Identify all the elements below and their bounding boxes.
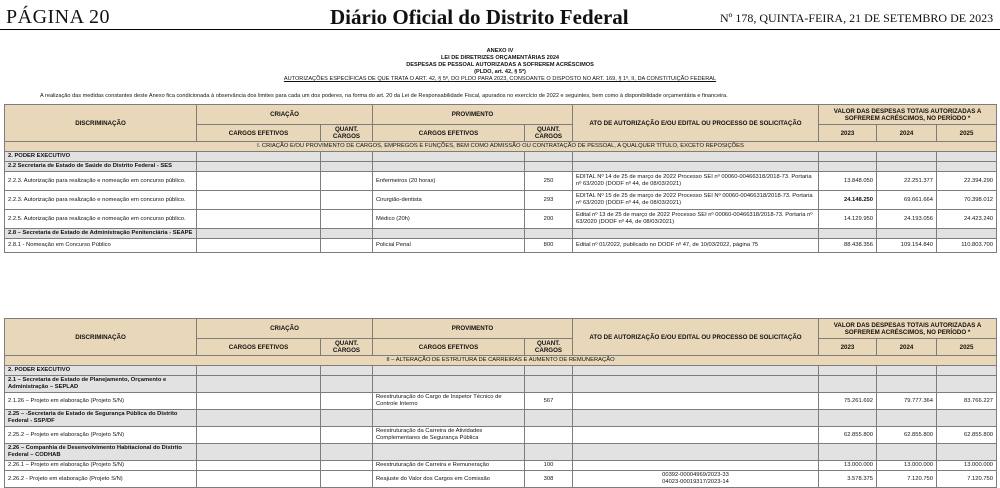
cell-2024: 7.120.750	[877, 471, 937, 488]
col-provimento-quant: QUANT. CARGOS	[525, 125, 573, 142]
cell-2024: 69.661.664	[877, 191, 937, 210]
cell-2023: 14.129.950	[819, 210, 877, 229]
cell-2025: 70.398.012	[937, 191, 997, 210]
cell-ato: Edital nº 01/2022, publicado no DODF nº 47, de 10/03/2022, página 75	[573, 239, 819, 253]
cell-ato: Edital nº 13 de 25 de março de 2022 Processo SEI nº 00060-00466318/2018-73. Portaria nº 63/2020 (DODF nº 44, de 08/03/2021)	[573, 210, 819, 229]
cell-discriminacao: 2.2.5. Autorização para realização e nomeação em concurso público.	[5, 210, 197, 229]
cell-2023: 88.438.356	[819, 239, 877, 253]
cell-ato	[573, 461, 819, 471]
col-year-2024: 2024	[877, 125, 937, 142]
col-criacao-quant: QUANT. CARGOS	[321, 339, 373, 356]
col-criacao-cargos: CARGOS EFETIVOS	[197, 339, 321, 356]
cell-quant: 308	[525, 471, 573, 488]
col-provimento-quant: QUANT. CARGOS	[525, 339, 573, 356]
table-row	[5, 471, 997, 488]
cell-ato: EDITAL Nº 14 de 25 de março de 2022 Processo SEI nº 00060-00466318/2018-73. Portaria nº 63/2020 (DODF nº 44, de 08/03/2021)	[573, 172, 819, 191]
annex-law: LEI DE DIRETRIZES ORÇAMENTÁRIAS 2024	[440, 55, 560, 61]
col-year-2023: 2023	[819, 125, 877, 142]
annex-heading	[0, 48, 1000, 83]
newspaper-title: Diário Oficial do Distrito Federal	[330, 5, 629, 29]
group-label: 2.1 – Secretaria de Estado de Planejamento, Orçamento e Administração – SEPLAD	[5, 376, 197, 393]
col-criacao-cargos: CARGOS EFETIVOS	[197, 125, 321, 142]
col-discriminacao: DISCRIMINAÇÃO	[5, 105, 197, 142]
cell-cargo: Reestruturação do Cargo de Inspetor Técnico de Controle Interno	[373, 393, 525, 410]
col-ato: ATO DE AUTORIZAÇÃO E/OU EDITAL OU PROCESSO DE SOLICITAÇÃO	[573, 105, 819, 142]
budget-table-1	[4, 104, 997, 253]
cell-ato	[573, 393, 819, 410]
table-row	[5, 427, 997, 444]
cell-2023: 75.261.692	[819, 393, 877, 410]
group-row	[5, 152, 997, 162]
cell-cargo: Enfermeiros (20 horas)	[373, 172, 525, 191]
cell-cargo: Policial Penal	[373, 239, 525, 253]
section-title: II – ALTERAÇÃO DE ESTRUTURA DE CARREIRAS E AUMENTO DE REMUNERAÇÃO	[5, 356, 997, 366]
cell-quant: 200	[525, 210, 573, 229]
cell-ato	[573, 427, 819, 444]
cell-2025: 83.766.227	[937, 393, 997, 410]
masthead	[0, 0, 1000, 30]
annex-number: ANEXO IV	[486, 48, 514, 54]
cell-cargo: Reajuste do Valor dos Cargos em Comissão	[373, 471, 525, 488]
cell-quant	[525, 427, 573, 444]
cell-2025: 22.394.290	[937, 172, 997, 191]
group-row	[5, 162, 997, 172]
cell-discriminacao: 2.8.1 - Nomeação em Concurso Público	[5, 239, 197, 253]
col-criacao-quant: QUANT. CARGOS	[321, 125, 373, 142]
section-title: I. CRIAÇÃO E/OU PROVIMENTO DE CARGOS, EMPREGOS E FUNÇÕES, BEM COMO ADMISSÃO OU CONTRATAÇÃO DE PESSOAL, A QUALQUER TÍTULO, EXCETO REPOSIÇÕES	[5, 142, 997, 152]
group-row	[5, 366, 997, 376]
col-criacao: CRIAÇÃO	[197, 105, 373, 125]
annex-subject: DESPESAS DE PESSOAL AUTORIZADAS A SOFREREM ACRÉSCIMOS	[406, 62, 594, 68]
cell-cargo: Médico (20h)	[373, 210, 525, 229]
cell-2023: 62.855.800	[819, 427, 877, 444]
annex-reference: (PLDO, art. 42, § 5º)	[474, 69, 526, 75]
cell-quant: 293	[525, 191, 573, 210]
group-label: 2.26 – Companhia de Desenvolvimento Habitacional do Distrito Federal – CODHAB	[5, 444, 197, 461]
table-row	[5, 393, 997, 410]
cell-cargo: Reestruturação da Carreira de Atividades Complementares de Segurança Pública	[373, 427, 525, 444]
cell-2024: 24.193.056	[877, 210, 937, 229]
group-label: 2.25 – -Secretaria de Estado de Segurança Pública do Distrito Federal - SSP/DF	[5, 410, 197, 427]
page-number: PÁGINA 20	[6, 6, 110, 28]
cell-ato: EDITAL Nº 15 de 25 de março de 2022 Processo SEI Nº 00060-00466318/2018-73. Portaria nº 63/2020 (DODF nº 44, de 08/03/2021)	[573, 191, 819, 210]
cell-discriminacao: 2.1.26 – Projeto em elaboração (Projeto S/N)	[5, 393, 197, 410]
cell-2024: 79.777.364	[877, 393, 937, 410]
cell-2023: 24.148.250	[819, 191, 877, 210]
cell-discriminacao: 2.2.3. Autorização para realização e nomeação em concurso público.	[5, 191, 197, 210]
col-provimento-cargos: CARGOS EFETIVOS	[373, 339, 525, 356]
cell-quant: 800	[525, 239, 573, 253]
group-row	[5, 376, 997, 393]
col-criacao: CRIAÇÃO	[197, 319, 373, 339]
section-row	[5, 356, 997, 366]
cell-quant: 567	[525, 393, 573, 410]
group-label: 2. PODER EXECUTIVO	[5, 366, 197, 376]
cell-cargo: Reestruturação de Carreira e Remuneração	[373, 461, 525, 471]
col-year-2025: 2025	[937, 125, 997, 142]
cell-2025: 7.120.750	[937, 471, 997, 488]
cell-2024: 109.154.840	[877, 239, 937, 253]
col-year-2023: 2023	[819, 339, 877, 356]
table-row	[5, 461, 997, 471]
group-row	[5, 410, 997, 427]
col-valor: VALOR DAS DESPESAS TOTAIS AUTORIZADAS A SOFREREM ACRÉSCIMOS, NO PERÍODO *	[819, 319, 997, 339]
budget-table-2	[4, 318, 997, 488]
cell-discriminacao: 2.25.2 – Projeto em elaboração (Projeto S/N)	[5, 427, 197, 444]
col-provimento-cargos: CARGOS EFETIVOS	[373, 125, 525, 142]
cell-2024: 22.251.377	[877, 172, 937, 191]
col-year-2025: 2025	[937, 339, 997, 356]
annex-intro: A realização das medidas constantes deste Anexo fica condicionada à observância dos limites para cada um dos poderes, na forma do art. 20 da Lei de Responsabilidade Fiscal, apurados no exercício de 2022 e seguintes, bem como à disponibilidade orçamentária e financeira.	[40, 93, 728, 99]
col-valor: VALOR DAS DESPESAS TOTAIS AUTORIZADAS A SOFREREM ACRÉSCIMOS, NO PERÍODO *	[819, 105, 997, 125]
cell-discriminacao: 2.2.3. Autorização para realização e nomeação em concurso público.	[5, 172, 197, 191]
cell-2025: 24.423.240	[937, 210, 997, 229]
issue-date: Nº 178, QUINTA-FEIRA, 21 DE SETEMBRO DE 2023	[720, 11, 994, 25]
cell-2025: 62.855.800	[937, 427, 997, 444]
cell-2024: 62.855.800	[877, 427, 937, 444]
cell-quant: 250	[525, 172, 573, 191]
cell-quant: 100	[525, 461, 573, 471]
table-row	[5, 172, 997, 191]
group-row	[5, 444, 997, 461]
cell-2025: 110.803.700	[937, 239, 997, 253]
cell-ato: 00392-00004969/2023-33 04023-00019317/2023-14	[573, 471, 819, 488]
group-label: 2.8 – Secretaria de Estado de Administração Penitenciária - SEAPE	[5, 229, 197, 239]
table-row	[5, 239, 997, 253]
cell-cargo: Cirurgião-dentista	[373, 191, 525, 210]
group-row	[5, 229, 997, 239]
table-row	[5, 191, 997, 210]
col-ato: ATO DE AUTORIZAÇÃO E/OU EDITAL OU PROCESSO DE SOLICITAÇÃO	[573, 319, 819, 356]
cell-2023: 13.848.050	[819, 172, 877, 191]
cell-discriminacao: 2.26.1 – Projeto em elaboração (Projeto S/N)	[5, 461, 197, 471]
group-label: 2. PODER EXECUTIVO	[5, 152, 197, 162]
annex-authorization-line: AUTORIZAÇÕES ESPECÍFICAS DE QUE TRATA O ART. 42, § 5º, DO PLDO PARA 2023, CONSOANTE O DISPOSTO NO ART. 169, § 1º, II, DA CONSTITUIÇÃO FEDERAL	[283, 76, 717, 82]
col-provimento: PROVIMENTO	[373, 105, 573, 125]
cell-2024: 13.000.000	[877, 461, 937, 471]
cell-2023: 3.578.375	[819, 471, 877, 488]
table-row	[5, 210, 997, 229]
col-discriminacao: DISCRIMINAÇÃO	[5, 319, 197, 356]
cell-2023: 13.000.000	[819, 461, 877, 471]
col-provimento: PROVIMENTO	[373, 319, 573, 339]
cell-2025: 13.000.000	[937, 461, 997, 471]
col-year-2024: 2024	[877, 339, 937, 356]
cell-discriminacao: 2.26.2 - Projeto em elaboração (Projeto S/N)	[5, 471, 197, 488]
section-row	[5, 142, 997, 152]
group-label: 2.2 Secretaria de Estado de Saúde do Distrito Federal - SES	[5, 162, 197, 172]
